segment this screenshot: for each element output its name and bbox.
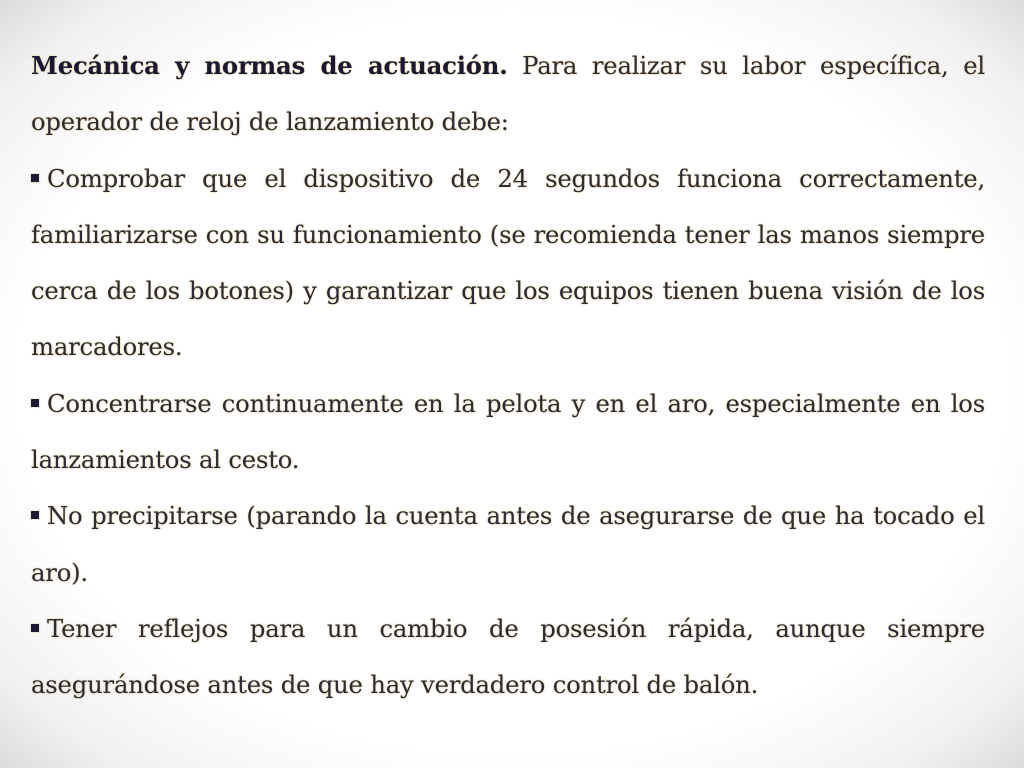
slide-body [31,38,985,714]
bullet-item [31,151,985,376]
square-bullet-icon [31,399,39,407]
bullet-text: Comprobar que el dispositivo de 24 segundos funciona correctamente, familiarizarse con su funcionamiento (se recomienda tener las manos siempre cerca de los botones) y garantizar que los equipos tienen buena visión de los marcadores. [31,163,985,362]
bullet-item [31,488,985,601]
bullet-text: Concentrarse continuamente en la pelota y en el aro, especialmente en los lanzamientos al cesto. [31,388,985,475]
square-bullet-icon [31,624,39,632]
bullet-text: Tener reflejos para un cambio de posesión rápida, aunque siempre asegurándose antes de que hay verdadero control de balón. [31,613,985,700]
bullet-text: No precipitarse (parando la cuenta antes de asegurarse de que ha tocado el aro). [31,501,985,587]
bullet-item [31,601,985,714]
square-bullet-icon [31,174,39,182]
intro-text: Para realizar su labor específica, el operador de reloj de lanzamiento debe: [31,51,985,137]
section-heading: Mecánica y normas de actuación. [31,51,508,80]
bullet-item [31,376,985,489]
square-bullet-icon [31,511,39,519]
intro-paragraph [31,38,985,151]
